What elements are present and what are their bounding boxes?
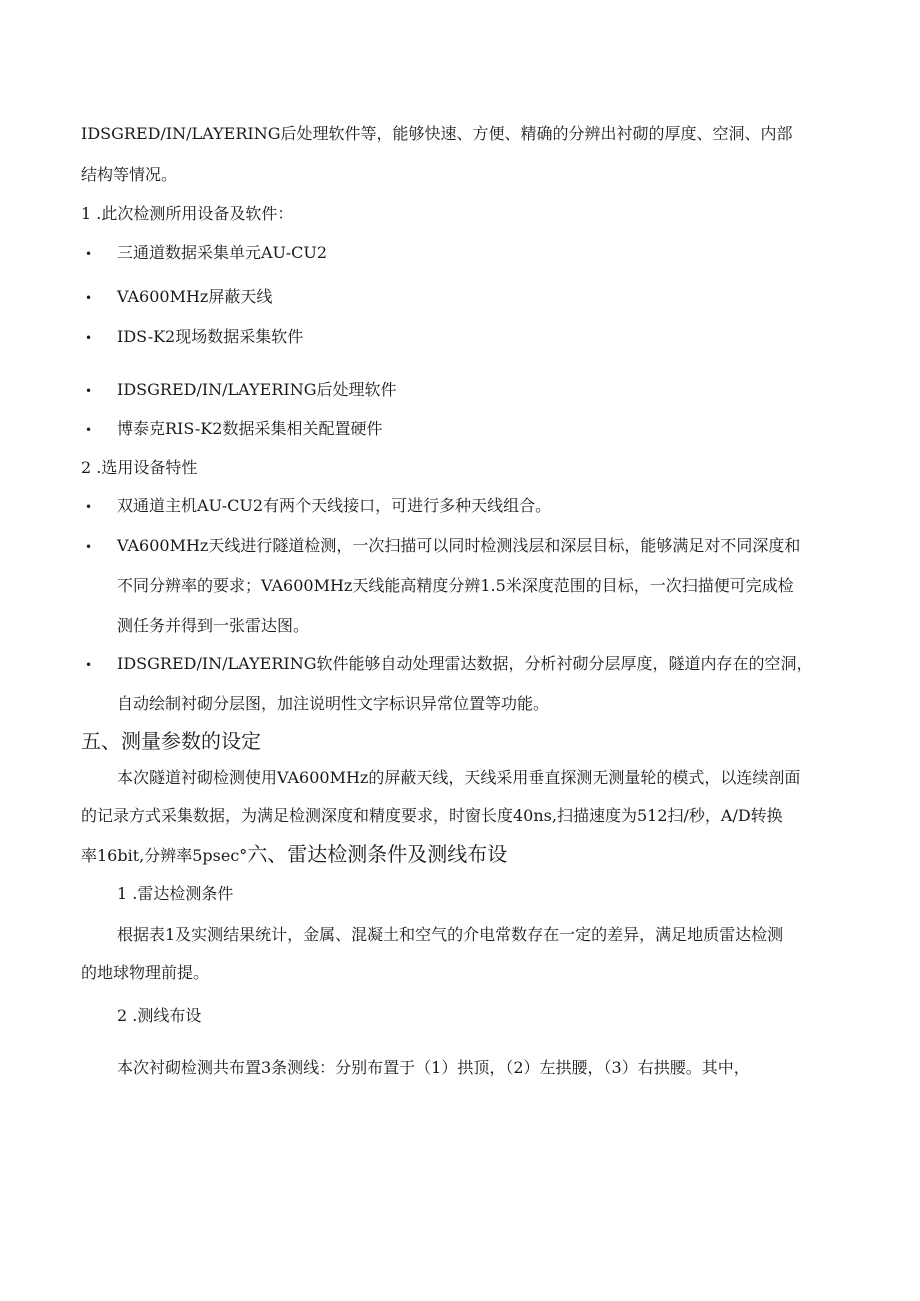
- section5-line-1: 本次隧道衬砌检测使用VA600MHz的屏蔽天线，天线采用垂直探测无测量轮的模式，以连续剖面: [117, 768, 801, 787]
- section6-sub2-line-1: 本次衬砌检测共布置3条测线：分别布置于（1）拱顶，（2）左拱腰，（3）右拱腰。其中，: [117, 1058, 750, 1077]
- bullet-icon: •: [85, 331, 93, 345]
- bullet-icon: •: [85, 247, 93, 261]
- section6-sub1-line-2: 的地球物理前提。: [81, 963, 210, 982]
- feature-item-1: 双通道主机AU-CU2有两个天线接口，可进行多种天线组合。: [117, 496, 552, 515]
- equipment-item-4: IDSGRED/IN/LAYERING后处理软件: [117, 380, 397, 399]
- section6-heading: 六、雷达检测条件及测线布设: [247, 842, 508, 866]
- section6-sub1-title: 1 .雷达检测条件: [117, 884, 234, 903]
- section5-line-2: 的记录方式采集数据，为满足检测深度和精度要求，时窗长度40ns,扫描速度为512扫/秒，A/D转换: [81, 806, 783, 825]
- section6-sub1-line-1: 根据表1及实测结果统计，金属、混凝土和空气的介电常数存在一定的差异，满足地质雷达检测: [117, 925, 784, 944]
- intro-line-1: IDSGRED/IN/LAYERING后处理软件等，能够快速、方便、精确的分辨出衬砌的厚度、空洞、内部: [81, 124, 793, 143]
- bullet-icon: •: [85, 423, 93, 437]
- section5-heading: 五、测量参数的设定: [81, 729, 261, 753]
- feature-item-3-line-1: IDSGRED/IN/LAYERING软件能够自动处理雷达数据，分析衬砌分层厚度，隧道内存在的空洞，: [117, 654, 813, 673]
- bullet-icon: •: [85, 291, 93, 305]
- bullet-icon: •: [85, 500, 93, 514]
- equipment-item-2: VA600MHz屏蔽天线: [117, 287, 273, 306]
- section5-line-3-text: 率16bit,分辨率5psec°: [81, 846, 248, 865]
- feature-item-2-line-3: 测任务并得到一张雷达图。: [117, 616, 310, 635]
- section6-sub2-title: 2 .测线布设: [117, 1006, 202, 1025]
- bullet-icon: •: [85, 658, 93, 672]
- equipment-item-3: IDS-K2现场数据采集软件: [117, 327, 304, 346]
- bullet-icon: •: [85, 540, 93, 554]
- section5-line-3: [81, 844, 507, 866]
- intro-line-2: 结构等情况。: [81, 165, 178, 184]
- feature-item-3-line-2: 自动绘制衬砌分层图，加注说明性文字标识异常位置等功能。: [117, 694, 550, 713]
- section2-title: 2 .选用设备特性: [81, 458, 198, 477]
- feature-item-2-line-1: VA600MHz天线进行隧道检测，一次扫描可以同时检测浅层和深层目标，能够满足对不同深度和: [117, 536, 801, 555]
- bullet-icon: •: [85, 384, 93, 398]
- feature-item-2-line-2: 不同分辨率的要求；VA600MHz天线能高精度分辨1.5米深度范围的目标，一次扫描便可完成检: [117, 576, 794, 595]
- section1-title: 1 .此次检测所用设备及软件：: [81, 204, 294, 223]
- equipment-item-1: 三通道数据采集单元AU-CU2: [117, 243, 328, 262]
- equipment-item-5: 博泰克RIS-K2数据采集相关配置硬件: [117, 419, 383, 438]
